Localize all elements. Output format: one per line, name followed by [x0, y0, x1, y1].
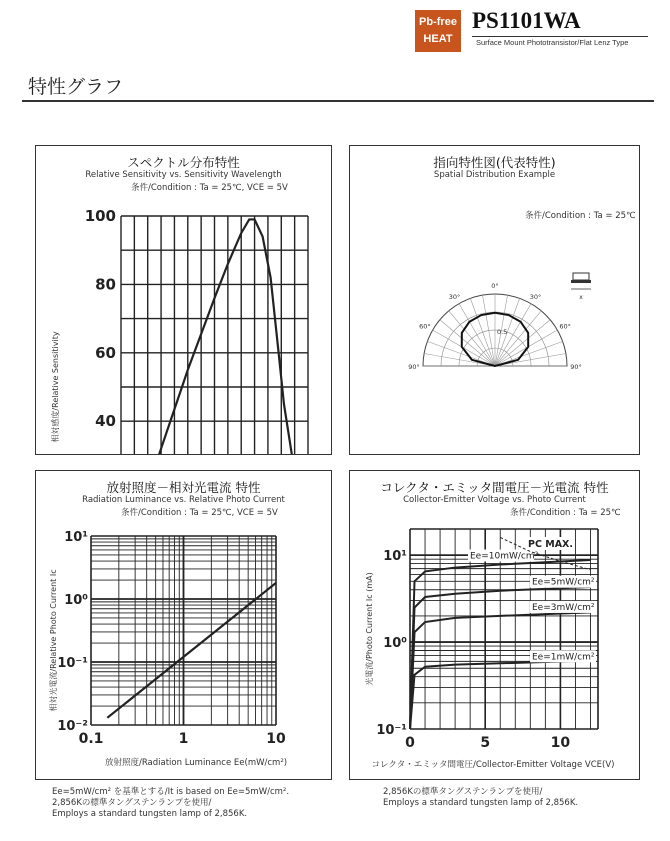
curve-label: Ee=10mW/cm²	[470, 551, 539, 562]
logo-line2: HEAT	[423, 33, 453, 45]
chart1-svg	[36, 146, 331, 454]
y-tick-label: 10⁻²	[57, 719, 88, 734]
note-left-1: Ee=5mW/cm² を基準とする/It is based on Ee=5mW/cm².	[52, 787, 290, 797]
note-right-1: 2,856Kの標準タングステンランプを使用/	[383, 787, 543, 797]
note-right-2: Employs a standard tungsten lamp of 2,856K.	[383, 798, 579, 808]
x-axis-label: 放射照度/Radiation Luminance Ee(mW/cm²)	[104, 758, 288, 768]
curve-label: Ee=5mW/cm²	[532, 577, 595, 588]
chart4-condition: 条件/Condition : Ta = 25℃	[510, 508, 621, 518]
panel-directivity	[349, 145, 640, 455]
chart4-title: コレクタ・エミッタ間電圧－光電流 特性	[380, 480, 609, 495]
chart4-subtitle: Collector-Emitter Voltage vs. Photo Current	[403, 495, 586, 505]
pc-max-label: PC MAX.	[528, 539, 573, 550]
chart3-title: 放射照度－相対光電流 特性	[106, 480, 261, 495]
chart3-condition: 条件/Condition : Ta = 25℃, VCE = 5V	[121, 508, 278, 518]
part-subtitle: Surface Mount Phototransistor/Flat Lenz Type	[476, 38, 629, 47]
package-base	[571, 280, 591, 283]
x-axis-label: コレクタ・エミッタ間電圧/Collector-Emitter Voltage VCE(V)	[371, 760, 615, 770]
chart2-condition: 条件/Condition : Ta = 25℃	[525, 211, 636, 221]
x-tick-label: 10	[550, 735, 571, 751]
angle-label: 30°	[448, 292, 461, 301]
package-label: x	[579, 294, 583, 301]
chart1-title: スペクトル分布特性	[127, 155, 240, 170]
x-tick-label: 5	[480, 735, 491, 751]
x-tick-label: 1	[178, 731, 189, 747]
curve-label: Ee=3mW/cm²	[532, 602, 595, 613]
y-tick-label: 100	[84, 207, 116, 225]
sensitivity-curve	[140, 219, 292, 454]
notes-right	[383, 787, 578, 809]
chart1-condition: 条件/Condition : Ta = 25℃, VCE = 5V	[131, 183, 288, 193]
y-tick-label: 60	[95, 343, 116, 362]
chart2-title: 指向特性図(代表特性)	[433, 155, 556, 170]
chart3-subtitle: Radiation Luminance vs. Relative Photo Current	[82, 495, 285, 505]
chart3-svg	[36, 471, 331, 779]
angle-label: 60°	[559, 322, 571, 331]
panel-irradiance	[35, 470, 332, 780]
notes-left	[52, 787, 289, 820]
note-left-2: 2,856Kの標準タングステンランプを使用/	[52, 798, 212, 808]
panel-spectral	[35, 145, 332, 455]
angle-label: 60°	[419, 322, 431, 331]
x-tick-label: 10	[266, 731, 286, 747]
chart2-subtitle: Spatial Distribution Example	[433, 170, 556, 180]
angle-label: 90°	[408, 363, 420, 371]
y-tick-label: 10¹	[383, 549, 407, 565]
angle-label: 0°	[491, 282, 499, 290]
chart2-svg	[350, 146, 639, 454]
chart4-svg	[350, 471, 639, 779]
y-tick-label: 10⁰	[64, 593, 88, 608]
photo-current-line	[107, 583, 276, 718]
section-title: 特性グラフ	[28, 76, 124, 98]
x-tick-label: 0.1	[78, 731, 104, 747]
panel-vce	[349, 470, 640, 780]
chart1-subtitle: Relative Sensitivity vs. Sensitivity Wavelength	[85, 170, 282, 180]
y-tick-label: 40	[95, 412, 116, 431]
part-number: PS1101WA	[472, 8, 581, 33]
y-tick-label: 10¹	[64, 530, 88, 545]
x-tick-label: 0	[405, 735, 415, 751]
logo-line1: Pb-free	[419, 16, 457, 28]
y-tick-label: 10⁰	[383, 636, 407, 652]
package-diagram	[573, 273, 589, 280]
angle-label: 90°	[570, 363, 582, 371]
pb-free-logo	[415, 10, 461, 52]
y-axis-label: 相対感度/Relative Sensitivity	[51, 331, 60, 443]
angle-label: 30°	[529, 292, 542, 301]
y-tick-label: 10⁻¹	[57, 656, 88, 671]
y-axis-label: 光電流/Photo Current Ic (mA)	[365, 572, 374, 686]
curve-label: Ee=1mW/cm²	[532, 652, 595, 663]
y-axis-label: 相対光電流/Relative Photo Current Ic	[49, 569, 58, 712]
section-rule	[22, 100, 654, 102]
header-rule	[472, 36, 648, 37]
note-left-3: Employs a standard tungsten lamp of 2,856K.	[52, 809, 248, 819]
y-tick-label: 80	[95, 275, 116, 294]
y-tick-label: 10⁻¹	[376, 723, 407, 738]
radial-label: 0.5	[497, 328, 508, 336]
